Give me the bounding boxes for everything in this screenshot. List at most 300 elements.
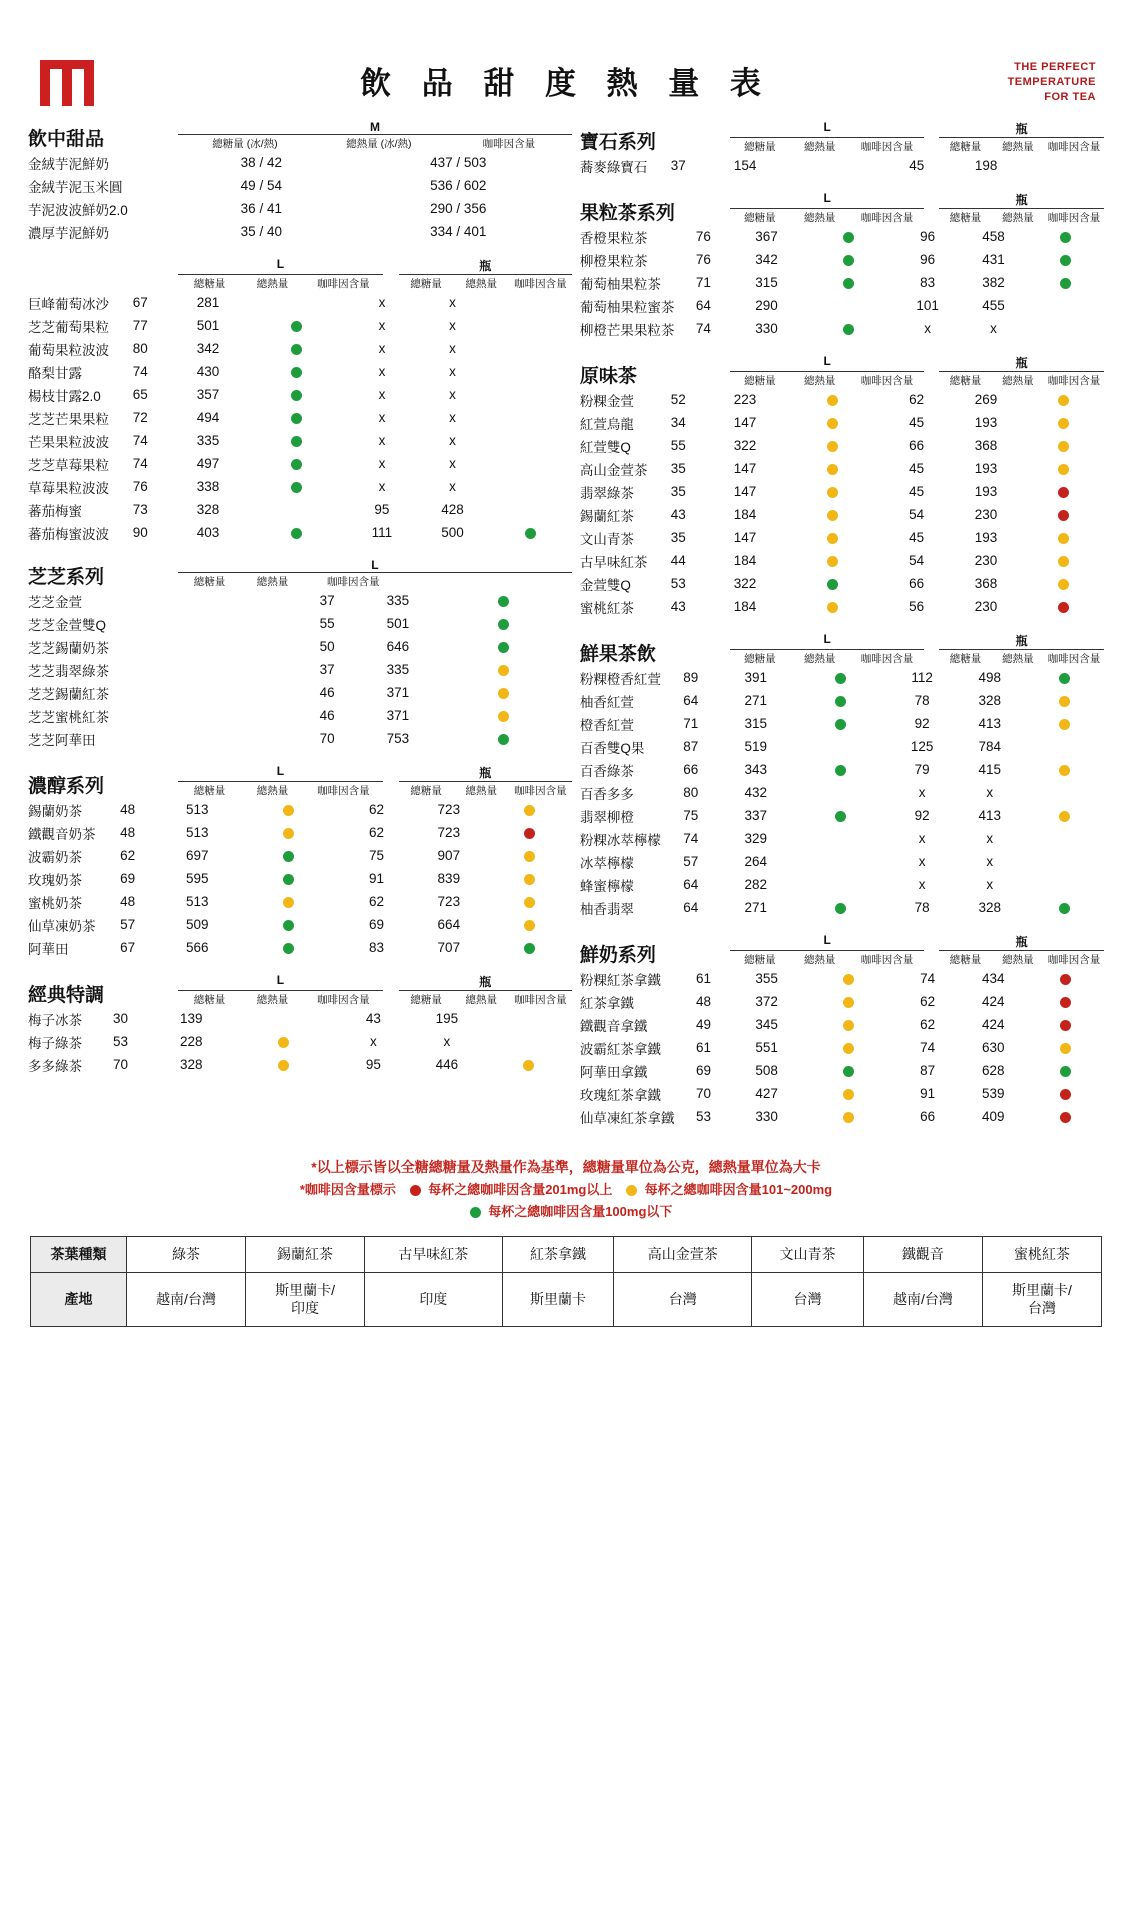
cell-calorie-b: x: [986, 854, 994, 869]
table-row: [580, 317, 1104, 340]
size-header-bottle: 瓶: [399, 973, 572, 991]
cell-calorie-l: 281: [196, 295, 220, 310]
cell-caffeine-l: [245, 521, 348, 544]
row-label: 蜂蜜檸檬: [579, 878, 634, 894]
row-label: 粉粿冰萃檸檬: [579, 832, 661, 848]
table-original-tea: [580, 388, 1104, 618]
col-header-calorie-b: 總熱量: [465, 994, 498, 1006]
col-header-sugar-b: 總糖量: [410, 994, 442, 1006]
cell-caffeine-l: [436, 589, 572, 612]
caffeine-dot-yellow: [843, 1043, 854, 1054]
cell-caffeine-l: [781, 411, 883, 434]
cell-sugar-b: 79: [914, 762, 930, 777]
cell-sugar-l: 35: [670, 461, 686, 476]
cell-calorie-b: 784: [978, 739, 1002, 754]
cell-calorie-b: 424: [981, 1017, 1005, 1032]
cell-calorie-b: 707: [437, 940, 461, 955]
cell-sugar: 38 / 42: [240, 155, 282, 170]
col-header-caffeine-b: 咖啡因含量: [1047, 141, 1101, 153]
cell-caffeine-l: [245, 475, 348, 498]
col-header-calorie-l: 總熱量: [803, 653, 836, 665]
brand-line-1: THE PERFECT: [1014, 61, 1096, 73]
cell-caffeine-l: [245, 360, 348, 383]
cell-calorie-l: 139: [179, 1011, 203, 1026]
caffeine-dot-yellow: [827, 510, 838, 521]
table-row: [28, 337, 572, 360]
table-row: [28, 314, 572, 337]
cell-caffeine-l: [229, 1030, 338, 1053]
cell-calorie-l: 753: [386, 731, 410, 746]
row-label: 百香多多: [579, 786, 634, 802]
cell-sugar-b: x: [378, 387, 386, 402]
legend-dot-green: [470, 1207, 481, 1218]
row-label: 翡翠綠茶: [579, 485, 634, 501]
cell-caffeine-l: [781, 154, 883, 177]
cell-sugar-l: 76: [132, 479, 148, 494]
size-header-bottle: 瓶: [939, 933, 1104, 951]
cell-caffeine-b: [489, 475, 572, 498]
col-header-caffeine-l: 咖啡因含量: [327, 576, 380, 588]
caffeine-dot-green: [835, 673, 846, 684]
cell-calorie-b: 193: [974, 484, 998, 499]
cell-calorie-b: 428: [441, 502, 464, 517]
cell-caffeine-b: [1022, 434, 1104, 457]
row-label: 仙草凍紅茶拿鐵: [579, 1110, 675, 1126]
caffeine-dot-yellow: [1058, 533, 1069, 544]
cell-sugar-l: 43: [670, 599, 686, 614]
table-row: [28, 174, 572, 197]
cell-caffeine-b: [1022, 549, 1104, 572]
caffeine-dot-yellow: [524, 851, 535, 862]
cell-sugar-b: 101: [916, 298, 939, 313]
row-label: 蕃茄梅蜜波波: [28, 526, 109, 542]
col-header-sugar-b: 總糖量: [949, 212, 982, 224]
cell-caffeine-l: [781, 388, 883, 411]
cell-caffeine-b: [486, 890, 572, 913]
caffeine-dot-green: [843, 1066, 854, 1077]
cell-calorie-b: 431: [982, 252, 1005, 267]
row-label: 柳橙果粒茶: [579, 253, 648, 269]
cell-caffeine-l: [436, 635, 572, 658]
caffeine-dot-yellow: [827, 602, 838, 613]
footnote-legend: [30, 1179, 1102, 1200]
caffeine-dot-yellow: [498, 665, 509, 676]
row-label: 芝芝蜜桃紅茶: [28, 709, 109, 725]
size-header-bottle: 瓶: [399, 764, 572, 782]
cell-calorie-b: x: [986, 877, 994, 892]
row-label: 紅萱雙Q: [579, 439, 631, 455]
cell-sugar-l: 64: [683, 900, 699, 915]
cell-calorie-l: 330: [755, 1109, 778, 1124]
row-label: 錫蘭紅茶: [579, 508, 634, 524]
caffeine-dot-yellow: [278, 1037, 289, 1048]
footnote-basis: *以上標示皆以全糖總糖量及熱量作為基準，總糖量單位為公克，總熱量單位為大卡: [311, 1159, 821, 1175]
cell-calorie-l: 322: [733, 438, 757, 453]
cell-sugar-b: x: [378, 364, 386, 379]
cell-calorie-l: 513: [186, 894, 209, 909]
col-header-calorie-b: 總熱量: [465, 785, 498, 797]
cell-sugar-b: 54: [909, 553, 925, 568]
row-label: 芝芝芒果果粒: [28, 411, 109, 427]
col-header-calorie: 總熱量 (冰/熱): [346, 138, 412, 150]
caffeine-dot-red: [1058, 487, 1069, 498]
caffeine-dot-green: [283, 851, 294, 862]
cell-sugar-l: 64: [695, 298, 711, 313]
caffeine-dot-yellow: [523, 1060, 534, 1071]
cell-calorie-b: 628: [981, 1063, 1005, 1078]
table-row: [580, 1105, 1104, 1128]
cell-caffeine-l: [235, 867, 342, 890]
cell-calorie-l: 551: [755, 1040, 778, 1055]
table-fresh-milk: [580, 967, 1104, 1128]
size-header-L: L: [178, 764, 383, 782]
table-row: [580, 480, 1104, 503]
col-header-calorie-l: 總熱量: [803, 141, 836, 153]
cell-sugar-b: 45: [909, 484, 925, 499]
table-row: [580, 1013, 1104, 1036]
row-label: 芝芝翡翠綠茶: [28, 663, 109, 679]
size-header-bottle: 瓶: [399, 257, 572, 275]
section-title-fresh-fruit: 鮮果茶飲: [579, 644, 656, 666]
cell-caffeine-l: [801, 967, 896, 990]
caffeine-dot-green: [525, 528, 536, 539]
cell-sugar-l: 90: [132, 525, 148, 540]
cell-caffeine-b: [489, 452, 572, 475]
cell-caffeine-l: [235, 913, 342, 936]
cell-caffeine-b: [1027, 1059, 1104, 1082]
table-row: [580, 294, 1104, 317]
origin-tea-type: 錫蘭紅茶: [246, 1236, 365, 1273]
caffeine-dot-red: [1058, 510, 1069, 521]
row-label: 芝芝錫蘭奶茶: [28, 640, 109, 656]
cell-sugar-l: 62: [120, 848, 136, 863]
cell-caffeine-b: [1028, 225, 1104, 248]
cell-sugar-b: 66: [920, 1109, 936, 1124]
cell-sugar-l: 87: [683, 739, 699, 754]
col-header-caffeine-l: 咖啡因含量: [317, 785, 370, 797]
cell-sugar-b: x: [378, 318, 386, 333]
cell-caffeine-b: [1022, 411, 1104, 434]
col-header-sugar-b: 總糖量: [410, 785, 442, 797]
cell-caffeine-l: [436, 658, 572, 681]
cell-calorie-b: 193: [974, 415, 998, 430]
caffeine-dot-red: [1060, 1112, 1071, 1123]
table-row: [28, 383, 572, 406]
row-label: 金萱雙Q: [579, 577, 631, 593]
size-header-L: L: [730, 354, 925, 372]
cell-caffeine-b: [489, 337, 572, 360]
table-row: [28, 727, 572, 750]
row-label: 葡萄柚果粒茶: [579, 276, 661, 292]
cell-caffeine-b: [1027, 1013, 1104, 1036]
col-header-caffeine-b: 咖啡因含量: [1047, 954, 1101, 966]
cell-calorie-l: 335: [386, 593, 410, 608]
cell-sugar: 49 / 54: [240, 178, 282, 193]
cell-calorie-b: 424: [981, 994, 1005, 1009]
section-fruit-ice: [28, 257, 572, 544]
cell-calorie-l: 184: [733, 599, 757, 614]
row-label: 玫瑰奶茶: [28, 872, 82, 888]
cell-sugar-l: 67: [132, 295, 148, 310]
caffeine-dot-green: [1060, 232, 1071, 243]
caffeine-dot-green: [827, 579, 838, 590]
cell-caffeine-b: [1022, 480, 1104, 503]
cell-calorie-b: 193: [974, 461, 998, 476]
caffeine-dot-yellow: [278, 1060, 289, 1071]
table-row: [580, 735, 1104, 758]
caffeine-dot-yellow: [524, 805, 535, 816]
legend-green-text: 每杯之總咖啡因含量100mg以下: [488, 1203, 673, 1219]
caffeine-dot-yellow: [524, 897, 535, 908]
cell-calorie-l: 315: [744, 716, 767, 731]
cell-caffeine-l: [235, 844, 342, 867]
cell-sugar-l: 35: [670, 484, 686, 499]
cell-calorie-b: 328: [978, 900, 1002, 915]
cell-calorie-l: 184: [733, 507, 757, 522]
col-header-sugar-l: 總糖量: [193, 278, 226, 290]
cell-sugar-l: 80: [132, 341, 148, 356]
left-column: [28, 120, 572, 1142]
table-row: [580, 572, 1104, 595]
cell-caffeine-l: [791, 758, 890, 781]
cell-sugar-b: 62: [368, 894, 384, 909]
caffeine-dot-red: [524, 828, 535, 839]
caffeine-dot-green: [283, 920, 294, 931]
col-header-caffeine-l: 咖啡因含量: [860, 141, 914, 153]
table-row: [580, 781, 1104, 804]
cell-calorie-l: 355: [755, 971, 778, 986]
caffeine-dot-yellow: [843, 1089, 854, 1100]
table-row: [28, 890, 572, 913]
row-label: 金絨芋泥鮮奶: [28, 156, 109, 172]
cell-caffeine-l: [781, 572, 883, 595]
cell-calorie-b: 409: [981, 1109, 1005, 1124]
col-header-sugar-b: 總糖量: [949, 954, 982, 966]
cell-calorie: 290 / 356: [430, 201, 487, 216]
caffeine-dot-yellow: [1058, 418, 1069, 429]
cell-caffeine-l: [791, 873, 890, 896]
cell-caffeine-b: [1025, 873, 1104, 896]
origin-tea-place: 斯里蘭卡/ 印度: [246, 1273, 365, 1327]
table-row: [28, 429, 572, 452]
cell-sugar-l: 89: [683, 670, 699, 685]
row-label: 蕎麥綠寶石: [579, 159, 648, 175]
caffeine-dot-green: [835, 903, 846, 914]
table-row: [580, 503, 1104, 526]
cell-caffeine-l: [791, 712, 890, 735]
cell-sugar-l: 74: [132, 364, 148, 379]
table-row: [28, 681, 572, 704]
col-header-calorie-l: 總熱量: [256, 576, 289, 588]
cell-sugar-l: 48: [695, 994, 711, 1009]
col-header-calorie-l: 總熱量: [256, 785, 289, 797]
caffeine-dot-yellow: [827, 487, 838, 498]
cell-calorie-b: 193: [974, 530, 998, 545]
caffeine-dot-green: [835, 811, 846, 822]
caffeine-dot-green: [291, 459, 302, 470]
col-header-caffeine-l: 咖啡因含量: [317, 278, 370, 290]
cell-sugar-b: 111: [371, 525, 393, 540]
cell-caffeine-l: [235, 936, 342, 959]
cell-calorie-b: 269: [974, 392, 998, 407]
cell-calorie-l: 322: [733, 576, 757, 591]
cell-calorie: 437 / 503: [430, 155, 487, 170]
brand-line-2: TEMPERATURE: [1007, 75, 1096, 88]
page-title: 飲 品 甜 度 熱 量 表: [360, 66, 772, 101]
cell-calorie-l: 391: [744, 670, 767, 685]
cell-sugar-b: 45: [909, 461, 925, 476]
cell-caffeine-l: [229, 1007, 338, 1030]
table-row: [580, 896, 1104, 919]
legend-dot-red: [410, 1185, 421, 1196]
cell-sugar-b: 74: [920, 1040, 936, 1055]
caffeine-dot-yellow: [524, 874, 535, 885]
cell-sugar-l: 75: [683, 808, 699, 823]
cell-caffeine-b: [485, 1030, 572, 1053]
cell-caffeine-l: [245, 498, 348, 521]
col-header-sugar-b: 總糖量: [949, 141, 982, 153]
cell-caffeine-b: [1022, 526, 1104, 549]
col-header-caffeine-b: 咖啡因含量: [1047, 375, 1101, 387]
col-header-sugar-l: 總糖量: [744, 212, 776, 224]
cell-sugar-l: 71: [695, 275, 711, 290]
col-header-sugar-b: 總糖量: [410, 278, 442, 290]
cell-calorie-b: x: [986, 785, 994, 800]
cell-caffeine-b: [486, 913, 572, 936]
cell-calorie-b: 368: [974, 438, 998, 453]
cell-calorie-b: x: [443, 1034, 451, 1049]
cell-sugar-l: 70: [695, 1086, 711, 1101]
caffeine-dot-yellow: [283, 897, 294, 908]
col-header-sugar-l: 總糖量: [193, 994, 226, 1006]
row-label: 紅茶拿鐵: [579, 995, 634, 1011]
cell-caffeine-b: [1025, 804, 1104, 827]
col-header-calorie-b: 總熱量: [1002, 954, 1034, 966]
table-row: [580, 827, 1104, 850]
col-header-caffeine-l: 咖啡因含量: [860, 375, 914, 387]
cell-sugar-l: 48: [120, 894, 136, 909]
row-label: 橙香紅萱: [579, 717, 634, 733]
cell-sugar-l: 76: [695, 229, 711, 244]
cell-calorie-l: 513: [186, 825, 209, 840]
col-header-caffeine-b: 咖啡因含量: [514, 785, 567, 797]
section-gem: [580, 120, 1104, 177]
section-fresh-milk: [580, 933, 1104, 1128]
cell-caffeine-b: [1028, 248, 1104, 271]
cell-caffeine-l: [235, 821, 342, 844]
caffeine-dot-red: [1060, 1089, 1071, 1100]
caffeine-dot-yellow: [524, 920, 535, 931]
caffeine-dot-green: [1060, 1066, 1071, 1077]
cell-caffeine-b: [1025, 850, 1104, 873]
origin-row-header-type: 茶葉種類: [31, 1236, 127, 1273]
cell-sugar-l: 52: [670, 392, 686, 407]
cell-calorie-l: 147: [733, 530, 757, 545]
size-header-L: L: [730, 120, 925, 138]
cell-caffeine-l: [791, 666, 890, 689]
row-label: 文山青茶: [579, 531, 634, 547]
origin-place-row: [31, 1273, 1102, 1327]
cell-caffeine-b: [1025, 735, 1104, 758]
cell-sugar-l: 37: [319, 593, 335, 608]
cell-sugar-b: 66: [909, 576, 925, 591]
caffeine-dot-yellow: [1058, 464, 1069, 475]
caffeine-dot-yellow: [498, 711, 509, 722]
cell-caffeine-b: [1022, 572, 1104, 595]
section-drink-dessert: [28, 120, 572, 243]
caffeine-dot-yellow: [498, 688, 509, 699]
table-row: [28, 151, 572, 174]
cell-calorie-l: 519: [744, 739, 767, 754]
row-label: 粉粿金萱: [579, 393, 634, 409]
cell-sugar-l: 34: [670, 415, 686, 430]
origin-tea-place: 越南/台灣: [863, 1273, 982, 1327]
cell-sugar-b: 92: [914, 808, 930, 823]
cell-calorie-b: x: [449, 318, 456, 333]
cell-sugar-l: 48: [120, 825, 136, 840]
cell-calorie: 334 / 401: [430, 224, 487, 239]
cell-caffeine-b: [1025, 758, 1104, 781]
table-row: [28, 521, 572, 544]
cell-caffeine-l: [245, 314, 348, 337]
cell-caffeine-l: [781, 549, 883, 572]
cell-sugar-l: 74: [683, 831, 699, 846]
col-header-sugar-b: 總糖量: [949, 653, 982, 665]
cell-sugar-b: 125: [910, 739, 934, 754]
cell-sugar-l: 53: [695, 1109, 711, 1124]
caffeine-dot-yellow: [1058, 441, 1069, 452]
origin-type-row: [31, 1236, 1102, 1273]
cell-calorie-l: 566: [186, 940, 209, 955]
cell-caffeine-l: [235, 798, 342, 821]
cell-sugar-b: x: [378, 295, 386, 310]
row-label: 冰萃檸檬: [579, 855, 634, 871]
cell-caffeine-b: [1022, 388, 1104, 411]
cell-sugar-b: 62: [920, 994, 936, 1009]
cell-sugar-l: 46: [319, 685, 335, 700]
caffeine-dot-green: [498, 734, 509, 745]
cell-caffeine-l: [245, 337, 348, 360]
cell-sugar-b: x: [924, 321, 931, 336]
cell-sugar-b: 96: [920, 229, 936, 244]
cell-sugar-l: 57: [120, 917, 136, 932]
row-label: 蜜桃奶茶: [28, 895, 82, 911]
cell-sugar-b: x: [918, 854, 926, 869]
cell-calorie-l: 329: [744, 831, 767, 846]
cell-caffeine-l: [781, 457, 883, 480]
cell-caffeine-l: [781, 526, 883, 549]
cell-caffeine-b: [1025, 712, 1104, 735]
cell-calorie-b: 907: [437, 848, 461, 863]
col-header-sugar-l: 總糖量: [744, 141, 776, 153]
cell-calorie-b: 434: [981, 971, 1005, 986]
row-label: 楊枝甘露2.0: [28, 388, 101, 404]
col-header-caffeine-l: 咖啡因含量: [317, 994, 370, 1006]
cell-calorie-l: 264: [744, 854, 767, 869]
legend-dot-yellow: [626, 1185, 637, 1196]
cell-sugar: 35 / 40: [240, 224, 282, 239]
table-row: [28, 612, 572, 635]
cell-calorie-l: 271: [744, 900, 767, 915]
cell-caffeine-b: [1028, 271, 1104, 294]
section-classic: [28, 973, 572, 1076]
section-title-fresh-milk: 鮮奶系列: [579, 945, 656, 967]
table-fresh-fruit: [580, 666, 1104, 919]
size-header-L: L: [178, 257, 383, 275]
cell-caffeine-l: [781, 480, 883, 503]
cell-caffeine-l: [245, 383, 348, 406]
cell-caffeine-b: [1022, 154, 1104, 177]
